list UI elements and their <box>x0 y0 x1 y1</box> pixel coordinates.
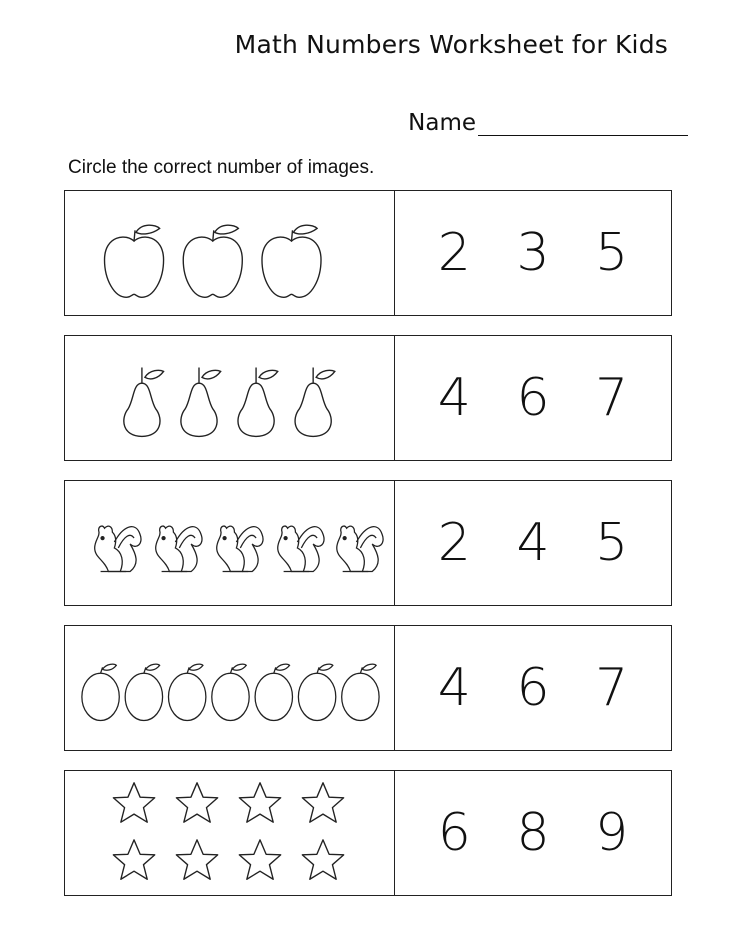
number-choice[interactable]: 4 <box>437 368 471 428</box>
star-icon <box>176 783 217 822</box>
apple-icon <box>105 225 164 297</box>
exercise-row-4 <box>64 625 672 751</box>
picture-cell <box>65 626 395 750</box>
lemon-icon <box>125 664 162 720</box>
star-icon <box>239 840 280 879</box>
number-choice[interactable]: 2 <box>437 223 471 283</box>
pear-icon <box>295 367 335 436</box>
number-choices <box>395 336 671 460</box>
pears-group <box>65 336 394 460</box>
lemon-icon <box>342 664 379 720</box>
star-icon <box>302 840 343 879</box>
exercise-row-2 <box>64 335 672 461</box>
number-choices <box>395 481 671 605</box>
name-blank-line[interactable] <box>478 113 688 136</box>
number-choice[interactable]: 6 <box>437 803 471 863</box>
number-choices <box>395 626 671 750</box>
apple-icon <box>183 225 242 297</box>
lemon-icon <box>212 664 249 720</box>
exercise-row-5 <box>64 770 672 896</box>
number-choice[interactable]: 5 <box>595 513 629 573</box>
apples-group <box>65 191 394 315</box>
number-choice[interactable]: 6 <box>516 368 550 428</box>
worksheet-title: Math Numbers Worksheet for Kids <box>234 30 668 59</box>
picture-cell <box>65 336 395 460</box>
picture-cell <box>65 191 395 315</box>
star-icon <box>113 840 154 879</box>
number-choice[interactable]: 2 <box>437 513 471 573</box>
number-choice[interactable]: 7 <box>595 368 629 428</box>
picture-cell <box>65 481 395 605</box>
lemon-icon <box>168 664 205 720</box>
number-choice[interactable]: 4 <box>437 658 471 718</box>
star-icon <box>239 783 280 822</box>
star-icon <box>302 783 343 822</box>
picture-cell <box>65 771 395 895</box>
pear-icon <box>181 367 221 436</box>
stars-group <box>65 771 394 895</box>
exercise-row-1 <box>64 190 672 316</box>
number-choices <box>395 771 671 895</box>
number-choice[interactable]: 5 <box>595 223 629 283</box>
instruction-text: Circle the correct number of images. <box>68 157 375 178</box>
number-choice[interactable]: 9 <box>595 803 629 863</box>
number-choices <box>395 191 671 315</box>
squirrel-icon <box>337 526 383 571</box>
squirrel-icon <box>217 526 263 571</box>
lemon-icon <box>82 664 119 720</box>
number-choice[interactable]: 4 <box>516 513 550 573</box>
pear-icon <box>124 367 164 436</box>
squirrel-icon <box>95 526 141 571</box>
exercise-row-3 <box>64 480 672 606</box>
squirrel-icon <box>278 526 324 571</box>
number-choice[interactable]: 8 <box>516 803 550 863</box>
name-field <box>408 110 688 136</box>
squirrels-group <box>65 481 394 605</box>
name-label: Name <box>408 110 476 136</box>
star-icon <box>113 783 154 822</box>
number-choice[interactable]: 3 <box>516 223 550 283</box>
lemons-group <box>65 626 394 750</box>
number-choice[interactable]: 6 <box>516 658 550 718</box>
star-icon <box>176 840 217 879</box>
apple-icon <box>262 225 321 297</box>
pear-icon <box>238 367 278 436</box>
squirrel-icon <box>156 526 202 571</box>
lemon-icon <box>298 664 335 720</box>
lemon-icon <box>255 664 292 720</box>
number-choice[interactable]: 7 <box>595 658 629 718</box>
